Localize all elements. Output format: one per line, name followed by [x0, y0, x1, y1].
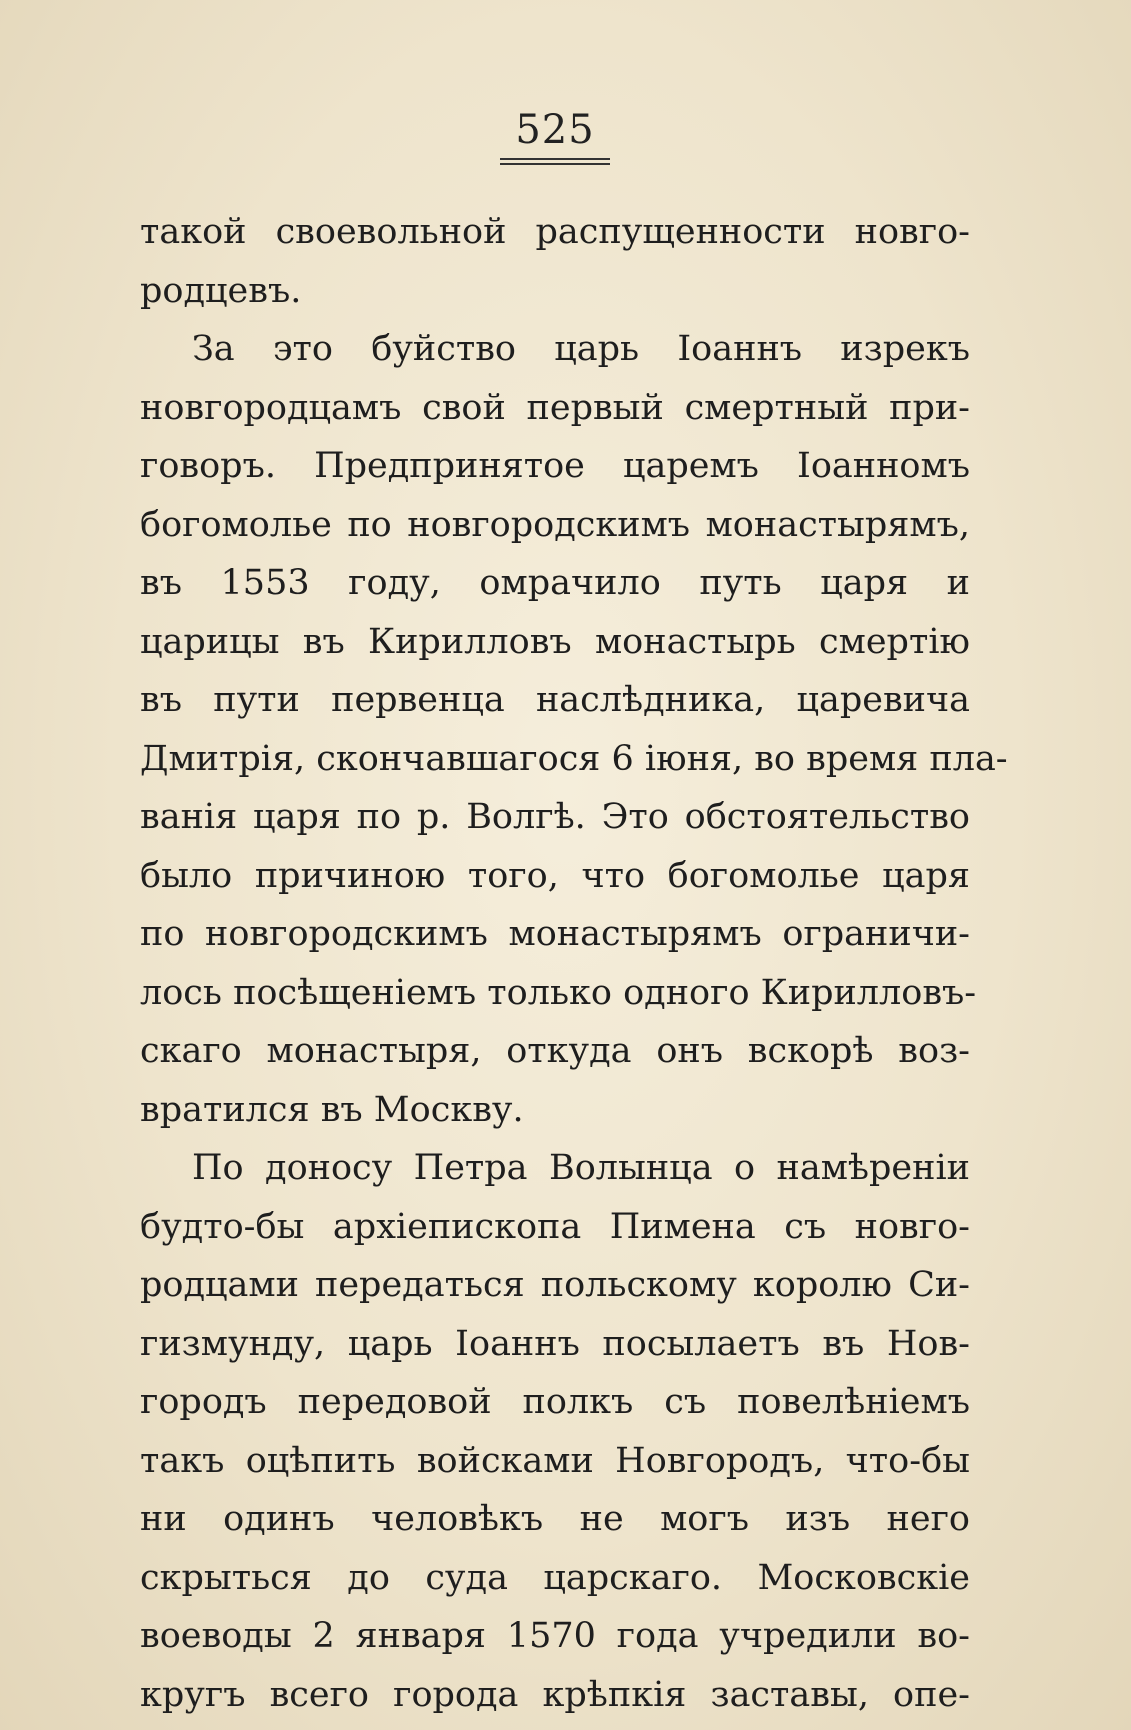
text-line: ни одинъ человѣкъ не могъ изъ него: [140, 1499, 970, 1539]
text-line: въ пути первенца наслѣдника, царевича: [140, 680, 970, 720]
text-line: лось посѣщеніемъ только одного Кирилловъ-: [140, 972, 977, 1013]
text-line: новгородцамъ свой первый смертный при-: [140, 387, 970, 428]
header-rule-top: [500, 158, 610, 160]
text-line: скрыться до суда царскаго. Московскіе: [140, 1557, 970, 1598]
text-line: Дмитрія, скончавшагося 6 іюня, во время пла-: [140, 738, 1008, 779]
text-line: будто-бы архіепископа Пимена съ новго-: [140, 1206, 970, 1247]
text-line: такой своевольной распущенности новго-: [140, 212, 970, 252]
text-line: гизмунду, царь Іоаннъ посылаетъ въ Нов-: [140, 1323, 970, 1364]
text-line: скаго монастыря, откуда онъ вскорѣ воз-: [140, 1031, 970, 1071]
text-line: было причиною того, что богомолье царя: [140, 855, 970, 896]
text-line: по новгородскимъ монастырямъ ограничи-: [140, 914, 970, 954]
text-line: въ 1553 году, омрачило путь царя и: [140, 563, 970, 603]
text-line: родцевъ.: [140, 270, 302, 311]
text-line: вратился въ Москву.: [140, 1089, 524, 1130]
text-line: царицы въ Кирилловъ монастырь смертію: [140, 621, 970, 662]
body-text: [140, 203, 1008, 1724]
text-line: говоръ. Предпринятое царемъ Іоанномъ: [140, 446, 970, 486]
text-line: ванія царя по р. Волгѣ. Это обстоятельство: [140, 797, 970, 837]
text-line: такъ оцѣпить войсками Новгородъ, что-бы: [140, 1440, 970, 1481]
page-number: 525: [515, 107, 595, 153]
text-line: родцами передаться польскому королю Си-: [140, 1265, 970, 1305]
text-line: За это буйство царь Іоаннъ изрекъ: [192, 329, 970, 369]
text-line: богомолье по новгородскимъ монастырямъ,: [140, 504, 970, 545]
text-line: воеводы 2 января 1570 года учредили во-: [140, 1616, 970, 1656]
text-line: По доносу Петра Волынца о намѣреніи: [192, 1148, 970, 1188]
page-header: [490, 106, 620, 165]
header-rule-bottom: [500, 163, 610, 165]
text-line: кругъ всего города крѣпкія заставы, опе-: [140, 1674, 970, 1715]
text-line: городъ передовой полкъ съ повелѣніемъ: [140, 1382, 970, 1422]
